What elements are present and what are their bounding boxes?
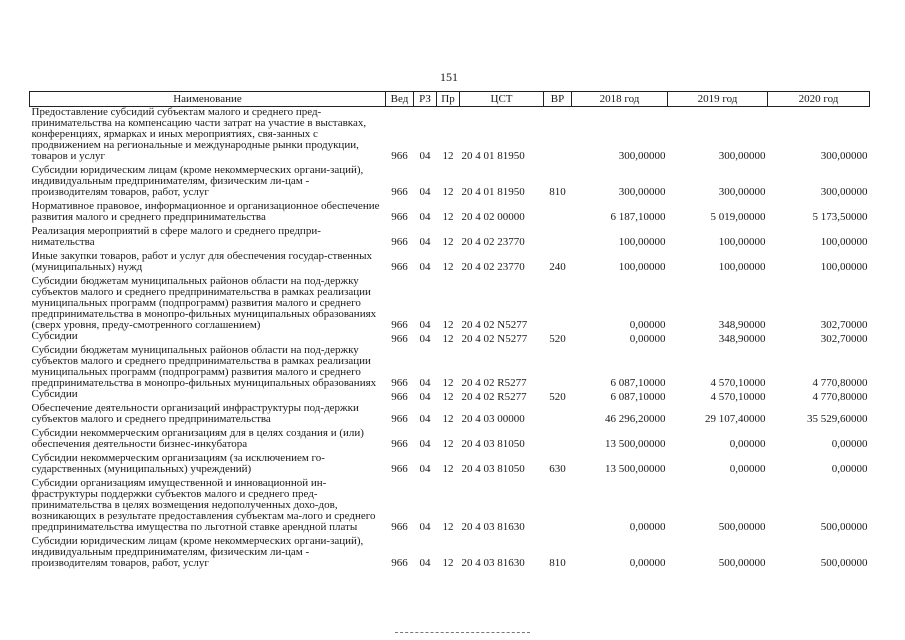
cell-2019: 348,90000 (718, 319, 766, 331)
cell-ved: 966 (391, 333, 408, 345)
cell-2020: 0,00000 (831, 463, 868, 475)
cell-ved: 966 (391, 211, 408, 223)
cell-name: Субсидии организациям имущественной и инновационной ин-фраструктуры поддержки субъектов малого и среднего пред-принимательства в целях возмещения недополученных дохо-дов, возникающих в результате предоставления субъектам ма-лого и среднего предпринимательства имущества по льготной ставке арендной платы (31, 477, 376, 533)
table-row (30, 201, 870, 226)
cell-name: Иные закупки товаров, работ и услуг для обеспечения государ-ственных (муниципальных) нужд (31, 250, 373, 273)
table-row (30, 345, 870, 389)
table-body (30, 107, 870, 573)
table-row (30, 276, 870, 331)
cell-pr: 12 (442, 377, 454, 389)
cell-2019: 348,90000 (718, 333, 766, 345)
table-row (30, 403, 870, 428)
cell-2018: 13 500,00000 (605, 438, 666, 450)
footer-mark (395, 632, 530, 636)
cell-name: Реализация мероприятий в сфере малого и среднего предпри-нимательства (31, 225, 321, 248)
cell-2018: 0,00000 (629, 557, 666, 569)
cell-pr: 12 (442, 521, 454, 533)
cell-2020: 35 529,60000 (807, 413, 868, 425)
cell-2020: 302,70000 (820, 333, 868, 345)
cell-cst: 20 4 03 81050 (461, 463, 525, 475)
cell-ved: 966 (391, 236, 408, 248)
cell-ved: 966 (391, 150, 408, 162)
cell-cst: 20 4 03 81050 (461, 438, 525, 450)
cell-rz: 04 (419, 186, 431, 198)
cell-2019: 0,00000 (729, 463, 766, 475)
cell-cst: 20 4 01 81950 (461, 150, 525, 162)
cell-pr: 12 (442, 333, 454, 345)
header-cst: ЦСТ (460, 92, 544, 107)
cell-name: Субсидии (31, 388, 78, 400)
cell-name: Нормативное правовое, информационное и организационное обеспечение развития малого и среднего предпринимательства (31, 200, 380, 223)
cell-pr: 12 (442, 438, 454, 450)
table-row (30, 107, 870, 166)
cell-pr: 12 (442, 211, 454, 223)
cell-2019: 100,00000 (718, 261, 766, 273)
cell-rz: 04 (419, 150, 431, 162)
cell-ved: 966 (391, 391, 408, 403)
cell-2018: 13 500,00000 (605, 463, 666, 475)
cell-name: Субсидии бюджетам муниципальных районов области на под-держку субъектов малого и среднего предпринимательства в рамках реализации муниципальных программ (подпрограмм) развития малого и среднего предпринимательства в монопро-фильных муниципальных образованиях (31, 344, 377, 389)
cell-ved: 966 (391, 557, 408, 569)
cell-2020: 300,00000 (820, 150, 868, 162)
cell-rz: 04 (419, 333, 431, 345)
cell-2019: 300,00000 (718, 186, 766, 198)
cell-cst: 20 4 02 00000 (461, 211, 525, 223)
cell-2019: 0,00000 (729, 438, 766, 450)
cell-2020: 0,00000 (831, 438, 868, 450)
cell-vr (544, 201, 572, 226)
header-pr: Пр (437, 92, 460, 107)
cell-2018: 100,00000 (618, 236, 666, 248)
cell-ved: 966 (391, 261, 408, 273)
cell-pr: 12 (442, 463, 454, 475)
cell-ved: 966 (391, 319, 408, 331)
cell-name: Субсидии (31, 330, 78, 342)
cell-vr: 630 (549, 463, 566, 475)
header-2019: 2019 год (668, 92, 768, 107)
cell-ved: 966 (391, 186, 408, 198)
cell-ved: 966 (391, 438, 408, 450)
table-header-row (30, 92, 870, 107)
table-row (30, 536, 870, 572)
cell-name: Субсидии некоммерческим организациям (за исключением го-сударственных (муниципальных) учреждений) (31, 452, 325, 475)
cell-rz: 04 (419, 557, 431, 569)
cell-rz: 04 (419, 236, 431, 248)
cell-rz: 04 (419, 521, 431, 533)
cell-vr (544, 478, 572, 536)
cell-rz: 04 (419, 261, 431, 273)
cell-2018: 6 187,10000 (610, 211, 666, 223)
cell-pr: 12 (442, 150, 454, 162)
cell-ved: 966 (391, 463, 408, 475)
cell-2019: 300,00000 (718, 150, 766, 162)
cell-rz: 04 (419, 391, 431, 403)
table-row (30, 226, 870, 251)
page-number: 151 (440, 70, 458, 84)
header-ved: Вед (386, 92, 414, 107)
cell-cst: 20 4 03 00000 (461, 413, 525, 425)
cell-2020: 300,00000 (820, 186, 868, 198)
cell-2019: 4 570,10000 (710, 377, 766, 389)
cell-name: Субсидии бюджетам муниципальных районов области на под-держку субъектов малого и среднего предпринимательства в рамках реализации муниципальных программ (подпрограмм) развития малого и среднего предпринимательства в монопро-фильных муниципальных образованиях (сверх уровня, преду-смотренного соглашением) (31, 275, 377, 331)
cell-name: Предоставление субсидий субъектам малого и среднего пред-принимательства на компенсацию части затрат на участие в выставках, конференциях, ярмарках и иных мероприятиях, свя-занных с продвижением на региональные и международные рынки продукции, товаров и услуг (31, 106, 367, 162)
cell-2020: 4 770,80000 (812, 391, 868, 403)
header-rz: РЗ (414, 92, 437, 107)
cell-vr (544, 226, 572, 251)
cell-rz: 04 (419, 438, 431, 450)
cell-2019: 29 107,40000 (705, 413, 766, 425)
cell-2019: 500,00000 (718, 557, 766, 569)
table-row (30, 428, 870, 453)
cell-pr: 12 (442, 319, 454, 331)
cell-pr: 12 (442, 236, 454, 248)
cell-2019: 4 570,10000 (710, 391, 766, 403)
cell-cst: 20 4 03 81630 (461, 521, 525, 533)
cell-2018: 0,00000 (629, 333, 666, 345)
cell-2020: 500,00000 (820, 521, 868, 533)
cell-2020: 5 173,50000 (812, 211, 868, 223)
cell-2018: 300,00000 (618, 150, 666, 162)
cell-rz: 04 (419, 319, 431, 331)
cell-cst: 20 4 02 N5277 (461, 333, 528, 345)
cell-pr: 12 (442, 413, 454, 425)
cell-2019: 500,00000 (718, 521, 766, 533)
cell-2020: 100,00000 (820, 261, 868, 273)
cell-ved: 966 (391, 521, 408, 533)
header-vr: ВР (544, 92, 572, 107)
cell-name: Обеспечение деятельности организаций инфраструктуры под-держки субъектов малого и среднего предпринимательства (31, 402, 359, 425)
cell-vr (544, 428, 572, 453)
cell-2018: 6 087,10000 (610, 377, 666, 389)
cell-vr: 520 (549, 333, 566, 345)
cell-2018: 100,00000 (618, 261, 666, 273)
cell-vr (544, 276, 572, 331)
cell-2018: 0,00000 (629, 521, 666, 533)
cell-name: Субсидии юридическим лицам (кроме некоммерческих органи-заций), индивидуальным предпринимателям, физическим ли-цам - производителям товаров, работ, услуг (31, 164, 364, 198)
cell-pr: 12 (442, 261, 454, 273)
cell-2018: 46 296,20000 (605, 413, 666, 425)
header-name: Наименование (30, 92, 386, 107)
cell-cst: 20 4 02 23770 (461, 261, 525, 273)
table-row (30, 389, 870, 403)
cell-ved: 966 (391, 377, 408, 389)
cell-pr: 12 (442, 391, 454, 403)
cell-vr: 810 (549, 186, 566, 198)
cell-2020: 302,70000 (820, 319, 868, 331)
cell-rz: 04 (419, 463, 431, 475)
cell-2018: 300,00000 (618, 186, 666, 198)
cell-vr: 240 (549, 261, 566, 273)
cell-cst: 20 4 02 R5277 (461, 377, 527, 389)
table-row (30, 165, 870, 201)
cell-name: Субсидии юридическим лицам (кроме некоммерческих органи-заций), индивидуальным предпринимателям, физическим ли-цам - производителям товаров, работ, услуг (31, 535, 364, 569)
cell-rz: 04 (419, 377, 431, 389)
cell-cst: 20 4 02 N5277 (461, 319, 528, 331)
header-2018: 2018 год (572, 92, 668, 107)
cell-rz: 04 (419, 413, 431, 425)
cell-2020: 4 770,80000 (812, 377, 868, 389)
table-row (30, 478, 870, 536)
cell-2019: 100,00000 (718, 236, 766, 248)
header-2020: 2020 год (768, 92, 870, 107)
budget-table (29, 91, 870, 572)
cell-pr: 12 (442, 186, 454, 198)
cell-2018: 6 087,10000 (610, 391, 666, 403)
cell-cst: 20 4 02 R5277 (461, 391, 527, 403)
cell-2020: 500,00000 (820, 557, 868, 569)
cell-vr (544, 403, 572, 428)
cell-vr (544, 107, 572, 166)
cell-ved: 966 (391, 413, 408, 425)
table-row (30, 251, 870, 276)
cell-2019: 5 019,00000 (710, 211, 766, 223)
cell-cst: 20 4 03 81630 (461, 557, 525, 569)
cell-cst: 20 4 02 23770 (461, 236, 525, 248)
cell-vr: 810 (549, 557, 566, 569)
table-row (30, 453, 870, 478)
cell-2018: 0,00000 (629, 319, 666, 331)
cell-vr (544, 345, 572, 389)
cell-cst: 20 4 01 81950 (461, 186, 525, 198)
cell-2020: 100,00000 (820, 236, 868, 248)
cell-pr: 12 (442, 557, 454, 569)
cell-name: Субсидии некоммерческим организациям для в целях создания и (или) обеспечения деятельности бизнес-инкубатора (31, 427, 364, 450)
cell-rz: 04 (419, 211, 431, 223)
table-row (30, 331, 870, 345)
cell-vr: 520 (549, 391, 566, 403)
